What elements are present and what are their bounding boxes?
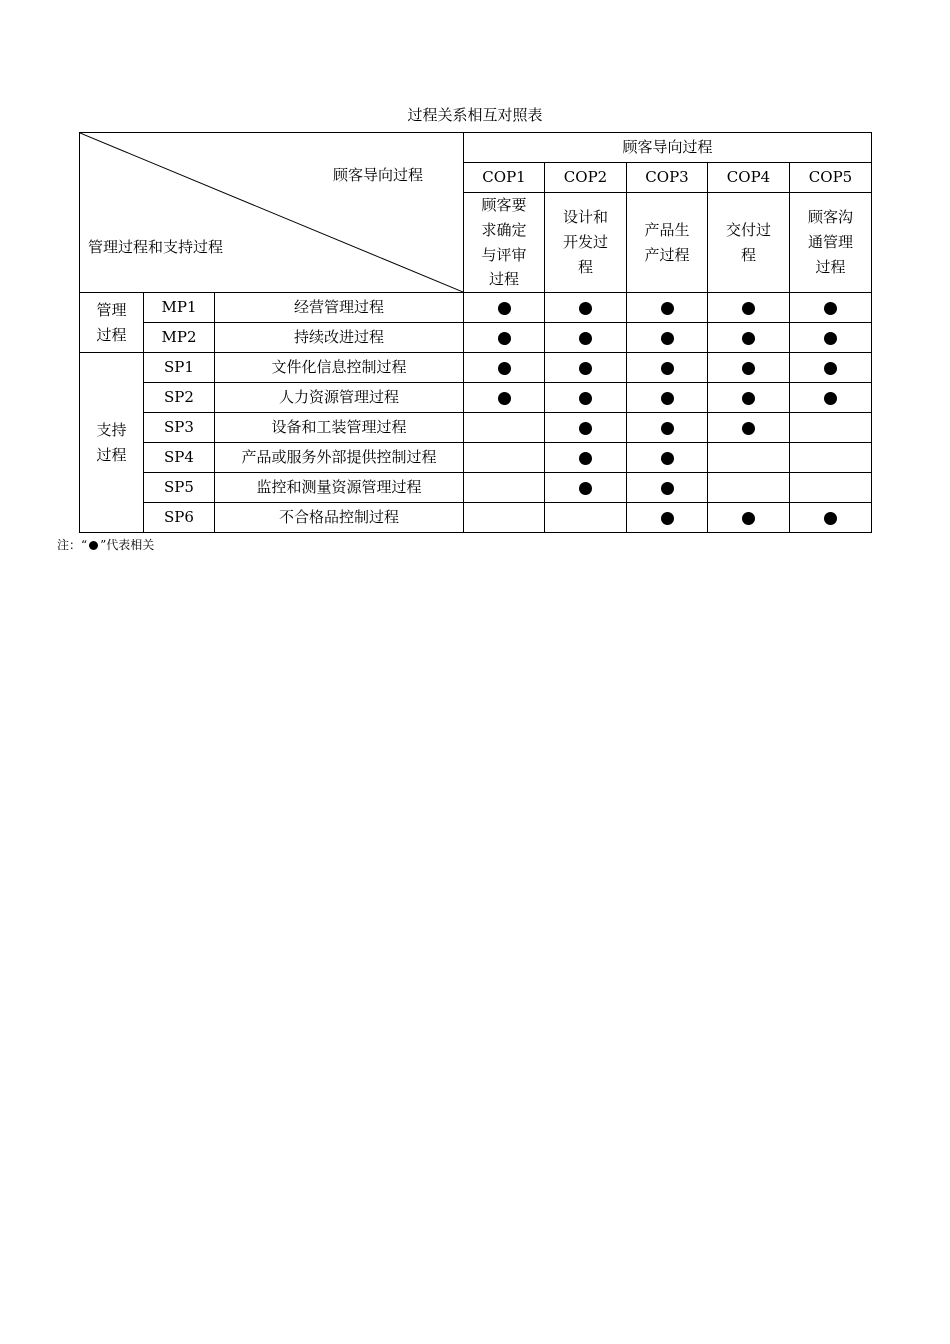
relation-cell — [464, 503, 545, 533]
relation-cell — [627, 473, 708, 503]
column-desc-line: 与评审 — [481, 245, 527, 264]
relation-cell — [790, 413, 872, 443]
footnote-prefix: 注：“ — [57, 538, 88, 552]
process-name-cell: 持续改进过程 — [215, 323, 464, 353]
process-name-cell: 经营管理过程 — [215, 293, 464, 323]
relation-cell — [790, 503, 872, 533]
related-dot-icon — [742, 512, 755, 525]
relation-cell — [545, 383, 627, 413]
table-row — [80, 473, 872, 503]
related-dot-icon — [661, 332, 674, 345]
process-code-cell: MP1 — [144, 293, 215, 323]
relation-cell — [627, 353, 708, 383]
process-name-cell: 文件化信息控制过程 — [215, 353, 464, 383]
relation-cell — [790, 383, 872, 413]
process-name-cell: 不合格品控制过程 — [215, 503, 464, 533]
column-desc-line: 产品生 — [644, 220, 690, 239]
table-row — [80, 443, 872, 473]
column-desc-cop5 — [790, 193, 872, 293]
column-code-cop3: COP3 — [627, 163, 708, 193]
table-row — [80, 293, 872, 323]
relation-cell — [627, 503, 708, 533]
related-dot-icon — [579, 332, 592, 345]
relation-cell — [545, 473, 627, 503]
group-label-cell — [80, 293, 144, 353]
relation-cell — [708, 383, 790, 413]
column-code-cop2: COP2 — [545, 163, 627, 193]
table-row — [80, 383, 872, 413]
group-label-cell — [80, 353, 144, 533]
relation-cell — [627, 413, 708, 443]
column-desc-cop3 — [627, 193, 708, 293]
related-dot-icon — [661, 452, 674, 465]
relation-cell — [790, 293, 872, 323]
column-code-cop1: COP1 — [464, 163, 545, 193]
related-dot-icon — [579, 422, 592, 435]
process-code-cell: SP3 — [144, 413, 215, 443]
relation-cell — [708, 443, 790, 473]
relation-cell — [790, 323, 872, 353]
relation-cell — [464, 383, 545, 413]
relation-cell — [545, 323, 627, 353]
diagonal-header-cell — [80, 133, 464, 293]
related-dot-icon — [498, 362, 511, 375]
relation-cell — [545, 503, 627, 533]
related-dot-icon — [661, 362, 674, 375]
relation-cell — [790, 353, 872, 383]
table-row — [80, 413, 872, 443]
relation-cell — [627, 323, 708, 353]
column-desc-line: 程 — [741, 245, 757, 264]
column-desc-cop2 — [545, 193, 627, 293]
relation-cell — [464, 473, 545, 503]
relation-cell — [790, 443, 872, 473]
column-desc-cop1 — [464, 193, 545, 293]
relation-cell — [545, 293, 627, 323]
customer-process-group-header: 顾客导向过程 — [464, 133, 872, 163]
column-code-cop4: COP4 — [708, 163, 790, 193]
process-code-cell: MP2 — [144, 323, 215, 353]
related-dot-icon — [579, 482, 592, 495]
column-desc-line: 交付过 — [726, 220, 772, 239]
table-row — [80, 503, 872, 533]
column-desc-line: 过程 — [815, 257, 846, 276]
related-dot-icon — [579, 452, 592, 465]
related-dot-icon — [824, 362, 837, 375]
related-dot-icon — [742, 302, 755, 315]
relation-cell — [708, 323, 790, 353]
column-desc-line: 顾客沟 — [808, 208, 854, 227]
related-dot-icon — [498, 332, 511, 345]
column-desc-cop4 — [708, 193, 790, 293]
related-dot-icon — [89, 541, 98, 550]
relation-cell — [708, 503, 790, 533]
related-dot-icon — [742, 392, 755, 405]
group-label-line: 管理 — [96, 300, 127, 319]
related-dot-icon — [661, 422, 674, 435]
process-name-cell: 产品或服务外部提供控制过程 — [215, 443, 464, 473]
related-dot-icon — [742, 422, 755, 435]
diagonal-bottom-label: 管理过程和支持过程 — [88, 238, 224, 257]
table-row — [80, 353, 872, 383]
process-code-cell: SP6 — [144, 503, 215, 533]
column-desc-line: 开发过 — [563, 233, 609, 252]
relation-cell — [708, 353, 790, 383]
column-desc-line: 通管理 — [808, 233, 854, 252]
related-dot-icon — [824, 512, 837, 525]
process-code-cell: SP1 — [144, 353, 215, 383]
relation-cell — [790, 473, 872, 503]
relation-cell — [627, 443, 708, 473]
relation-cell — [464, 293, 545, 323]
diagonal-top-label: 顾客导向过程 — [333, 166, 424, 184]
relation-cell — [708, 413, 790, 443]
process-code-cell: SP4 — [144, 443, 215, 473]
process-code-cell: SP5 — [144, 473, 215, 503]
column-desc-line: 设计和 — [563, 208, 609, 227]
group-label-line: 过程 — [96, 445, 127, 464]
footnote-suffix: ”代表相关 — [100, 538, 155, 552]
related-dot-icon — [661, 302, 674, 315]
related-dot-icon — [824, 392, 837, 405]
table-row — [80, 323, 872, 353]
relation-cell — [464, 413, 545, 443]
column-desc-line: 产过程 — [644, 245, 690, 264]
relation-cell — [464, 323, 545, 353]
related-dot-icon — [742, 362, 755, 375]
related-dot-icon — [498, 392, 511, 405]
column-desc-line: 求确定 — [481, 220, 527, 239]
relation-cell — [545, 443, 627, 473]
relation-cell — [545, 413, 627, 443]
related-dot-icon — [742, 332, 755, 345]
relation-cell — [464, 353, 545, 383]
related-dot-icon — [579, 392, 592, 405]
process-name-cell: 人力资源管理过程 — [215, 383, 464, 413]
relation-cell — [464, 443, 545, 473]
related-dot-icon — [579, 362, 592, 375]
column-desc-line: 过程 — [489, 270, 520, 289]
related-dot-icon — [824, 332, 837, 345]
relation-cell — [545, 353, 627, 383]
related-dot-icon — [498, 302, 511, 315]
footnote — [57, 536, 154, 553]
related-dot-icon — [661, 392, 674, 405]
process-name-cell: 设备和工装管理过程 — [215, 413, 464, 443]
group-label-line: 过程 — [96, 325, 127, 344]
relation-cell — [708, 473, 790, 503]
diagonal-line — [80, 133, 463, 292]
group-label-line: 支持 — [96, 420, 127, 439]
column-code-cop5: COP5 — [790, 163, 872, 193]
relation-cell — [627, 293, 708, 323]
related-dot-icon — [824, 302, 837, 315]
process-code-cell: SP2 — [144, 383, 215, 413]
column-desc-line: 程 — [578, 257, 594, 276]
page-title: 过程关系相互对照表 — [407, 106, 543, 124]
relation-cell — [708, 293, 790, 323]
related-dot-icon — [661, 512, 674, 525]
column-desc-line: 顾客要 — [481, 196, 527, 214]
process-matrix-table — [79, 132, 872, 533]
process-name-cell: 监控和测量资源管理过程 — [215, 473, 464, 503]
relation-cell — [627, 383, 708, 413]
related-dot-icon — [661, 482, 674, 495]
related-dot-icon — [579, 302, 592, 315]
